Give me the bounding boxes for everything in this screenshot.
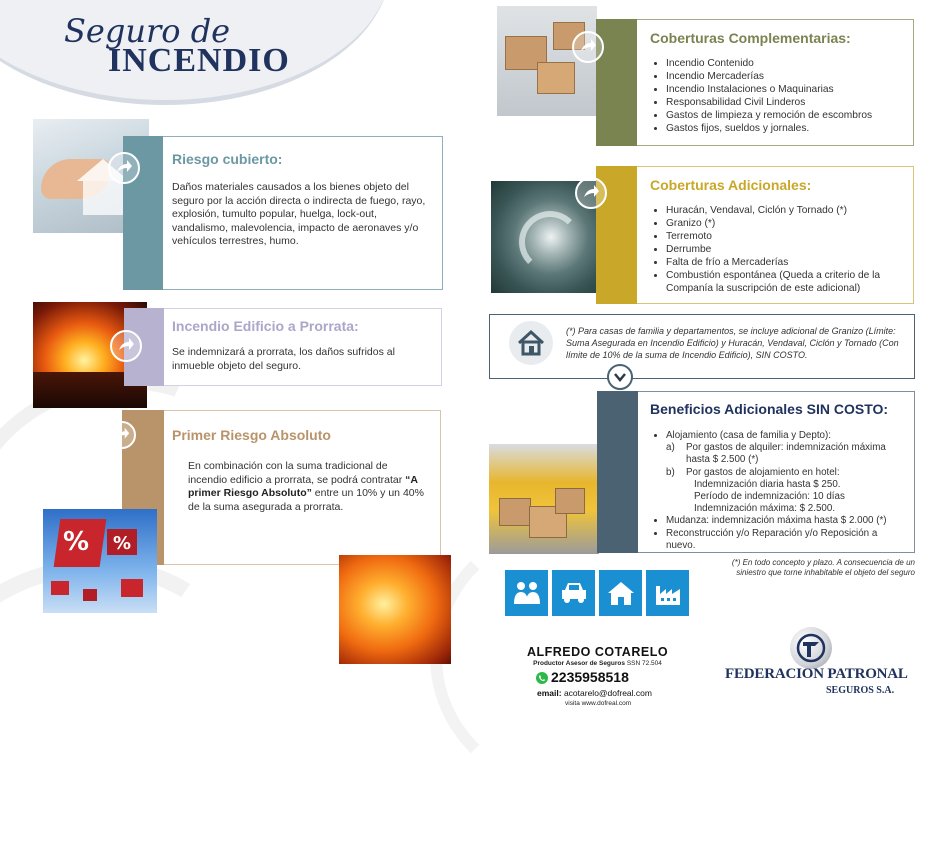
down-arrow-icon — [607, 364, 633, 390]
riesgo-body: Daños materiales causados a los bienes objeto del seguro por la acción directa o indirecta de fuego, rayo, explosión, tumulto popular, huelga, lock-out, vandalismo, malevolencia, impacto de aeronaves y/o vehículos terrestres, humo. — [172, 181, 426, 247]
brand-name: FEDERACION PATRONAL — [725, 666, 908, 682]
list-item: • Incendio Instalaciones o Maquinarias — [666, 83, 905, 96]
complementarias-color-bar — [596, 19, 637, 146]
complementarias-list — [650, 57, 905, 135]
arrow-icon — [575, 177, 607, 209]
arrow-icon — [572, 31, 604, 63]
contact-phone[interactable]: 2235958518 — [551, 669, 629, 685]
primer-body-b: entre un 10% y un 40% de la suma asegurada a prorrata. — [188, 487, 424, 513]
moving-truck-photo — [489, 444, 599, 554]
list-item: • Terremoto — [666, 230, 905, 243]
option-line: Por gastos de alojamiento en hotel: — [686, 466, 840, 478]
page-title: INCENDIO — [108, 42, 290, 79]
people-icon — [513, 580, 541, 606]
adicionales-list — [650, 204, 905, 295]
primer-body-bold: “A primer Riesgo Absoluto” — [188, 473, 418, 499]
contact-web[interactable]: visita www.dofreal.com — [565, 700, 632, 707]
car-icon — [560, 580, 588, 604]
granizo-note: (*) Para casas de familia y departamentos, se incluye adicional de Granizo (Límite: Suma Asegurada en Incendio Edificio) y Huracán, Vendaval, Ciclón y Tornado (Con límite de 10% de la suma de Incendio Edificio), SIN COSTO. — [566, 326, 899, 360]
complementarias-card — [637, 19, 914, 146]
factory-tile — [646, 570, 689, 616]
beneficios-option-b — [666, 467, 908, 516]
beneficios-card — [638, 391, 915, 553]
list-item: • Huracán, Vendaval, Ciclón y Tornado (*) — [666, 204, 905, 217]
people-tile — [505, 570, 548, 616]
list-item: • Gastos de limpieza y remoción de escombros — [666, 109, 905, 122]
option-label: a) — [666, 442, 675, 454]
option-line: Indemnización máxima: $ 2.500. — [694, 503, 836, 515]
flames-photo — [339, 555, 451, 664]
granizo-note-box — [489, 314, 915, 379]
beneficios-heading: Beneficios Adicionales SIN COSTO: — [650, 401, 889, 417]
beneficios-list — [650, 430, 908, 552]
riesgo-heading: Riesgo cubierto: — [172, 151, 283, 167]
brand-sub: SEGUROS S.A. — [826, 685, 895, 696]
arrow-icon — [108, 421, 136, 449]
complementarias-heading: Coberturas Complementarias: — [650, 30, 851, 46]
factory-icon — [654, 580, 682, 606]
list-item: • Falta de frío a Mercaderías — [666, 256, 905, 269]
list-item: • Derrumbe — [666, 243, 905, 256]
prorrata-heading: Incendio Edificio a Prorrata: — [172, 318, 359, 334]
arrow-icon — [108, 152, 140, 184]
list-item: • Reconstrucción y/o Reparación y/o Reposición a nuevo. — [666, 528, 908, 552]
contact-email-line — [537, 688, 652, 698]
adicionales-heading: Coberturas Adicionales: — [650, 177, 812, 193]
beneficios-option-a — [666, 442, 908, 466]
car-tile — [552, 570, 595, 616]
list-item — [666, 430, 908, 515]
list-item: • Gastos fijos, sueldos y jornales. — [666, 122, 905, 135]
riesgo-card — [163, 136, 443, 290]
title-script: Seguro de — [64, 12, 231, 50]
option-line: Período de indemnización: 10 días — [694, 491, 845, 503]
primer-body — [188, 460, 428, 514]
option-line: Indemnización diaria hasta $ 250. — [694, 478, 841, 490]
federacion-logo — [790, 627, 832, 669]
house-alert-icon — [509, 321, 553, 365]
primer-card — [164, 410, 441, 565]
list-item: • Granizo (*) — [666, 217, 905, 230]
contact-email[interactable]: acotarelo@dofreal.com — [563, 688, 652, 698]
list-item: • Incendio Contenido — [666, 57, 905, 70]
arrow-icon — [110, 330, 142, 362]
list-item: • Mudanza: indemnización máxima hasta $ 2.000 (*) — [666, 515, 908, 527]
house-tile — [599, 570, 642, 616]
percent-houses-photo: % % — [43, 509, 157, 613]
list-item: • Incendio Mercaderías — [666, 70, 905, 83]
contact-name: ALFREDO COTARELO — [526, 645, 669, 659]
contact-role-line — [505, 660, 690, 667]
beneficios-alojamiento: Alojamiento (casa de familia y Depto): — [666, 430, 831, 441]
prorrata-card — [164, 308, 442, 386]
contact-role: Productor Asesor de Seguros — [533, 660, 625, 667]
house-icon — [607, 580, 635, 606]
adicionales-card — [637, 166, 914, 304]
list-item: • Responsabilidad Civil Linderos — [666, 96, 905, 109]
option-text — [686, 467, 845, 516]
list-item: • Combustión espontánea (Queda a criterio de la Companía la suscripción de este adicional) — [666, 269, 905, 295]
option-label: b) — [666, 466, 675, 478]
footnote: (*) En todo concepto y plazo. A consecuencia de un siniestro que torne inhabitable el objeto del seguro — [731, 558, 915, 577]
prorrata-body: Se indemnizará a prorrata, los daños sufridos al inmueble objeto del seguro. — [172, 346, 395, 372]
contact-email-label: email: — [537, 688, 562, 698]
contact-ssn: SSN 72.504 — [626, 660, 662, 667]
whatsapp-icon — [536, 672, 548, 684]
primer-heading: Primer Riesgo Absoluto — [172, 427, 331, 443]
option-text: Por gastos de alquiler: indemnización máxima hasta $ 2.500 (*) — [686, 442, 886, 466]
contact-block — [505, 645, 690, 667]
beneficios-color-bar — [597, 391, 638, 553]
primer-body-a: En combinación con la suma tradicional de incendio edificio a prorrata, se podrá contratar — [188, 460, 403, 486]
